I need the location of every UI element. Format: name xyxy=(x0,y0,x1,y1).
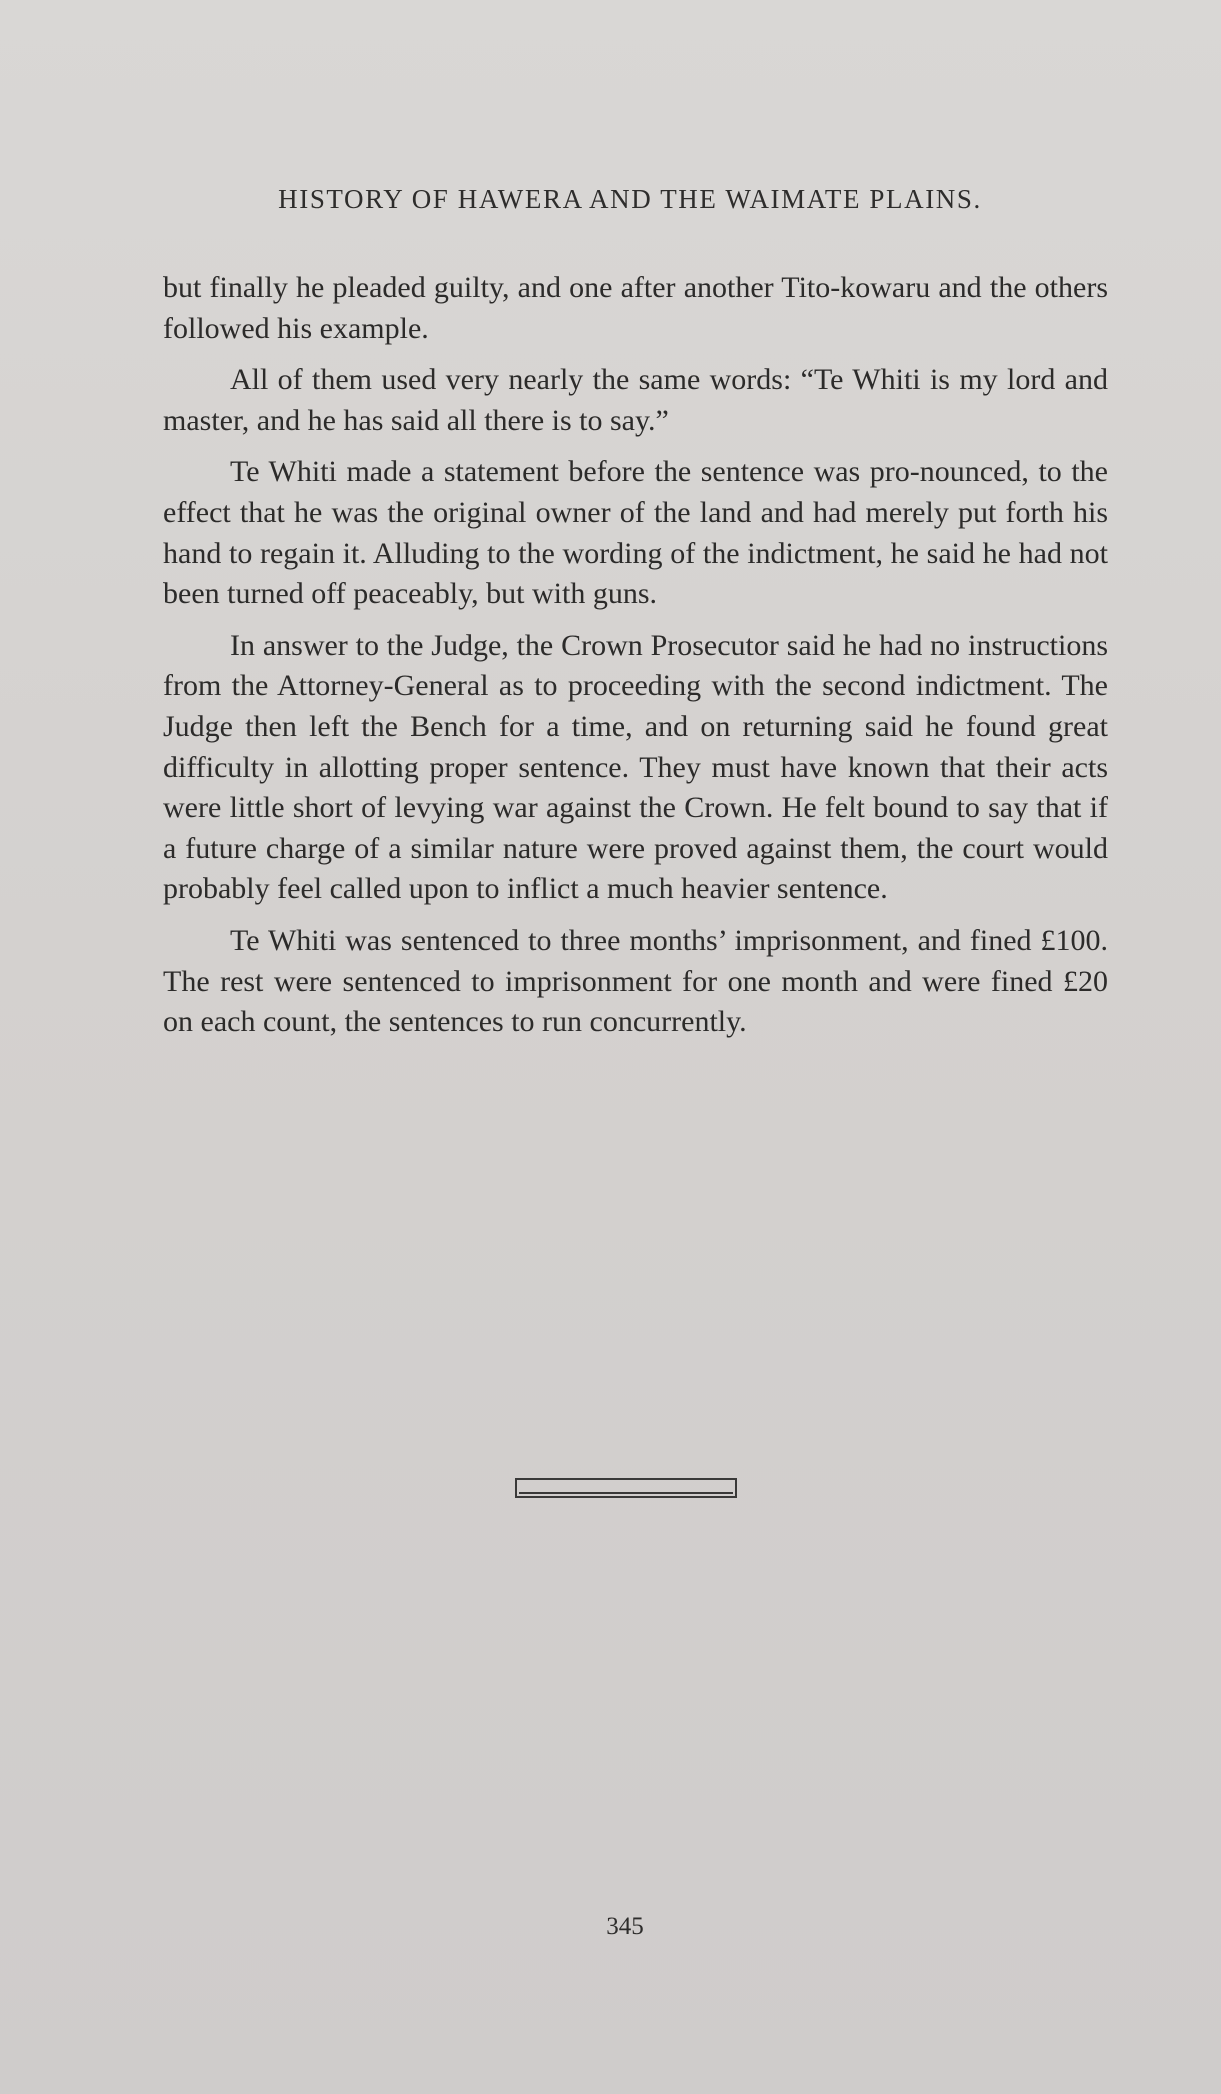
section-end-ornament xyxy=(515,1478,737,1498)
page-number: 345 xyxy=(606,1913,644,1940)
body-text xyxy=(163,268,1108,1054)
paragraph: All of them used very nearly the same words: “Te Whiti is my lord and master, and he has said all there is to say.” xyxy=(163,363,1108,437)
paragraph: Te Whiti was sentenced to three months’ imprisonment, and fined £100. The rest were sentenced to imprisonment for one month and were fined £20 on each count, the sentences to run concurrently. xyxy=(163,923,1108,1039)
paragraph: Te Whiti made a statement before the sentence was pro-nounced, to the effect that he was the original owner of the land and had merely put forth his hand to regain it. Alluding to the wording of the indictment, he said he had not been turned off peaceably, but with guns. xyxy=(163,455,1108,611)
paragraph: In answer to the Judge, the Crown Prosecutor said he had no instructions from the Attorney-General as to proceeding with the second indictment. The Judge then left the Bench for a time, and on returning said he found great difficulty in allotting proper sentence. They must have known that their acts were little short of levying war against the Crown. He felt bound to say that if a future charge of a similar nature were proved against them, the court would probably feel called upon to inflict a much heavier sentence. xyxy=(163,628,1108,906)
paragraph: but finally he pleaded guilty, and one after another Tito-kowaru and the others followed his example. xyxy=(163,271,1108,345)
running-head: HISTORY OF HAWERA AND THE WAIMATE PLAINS. xyxy=(278,184,982,214)
